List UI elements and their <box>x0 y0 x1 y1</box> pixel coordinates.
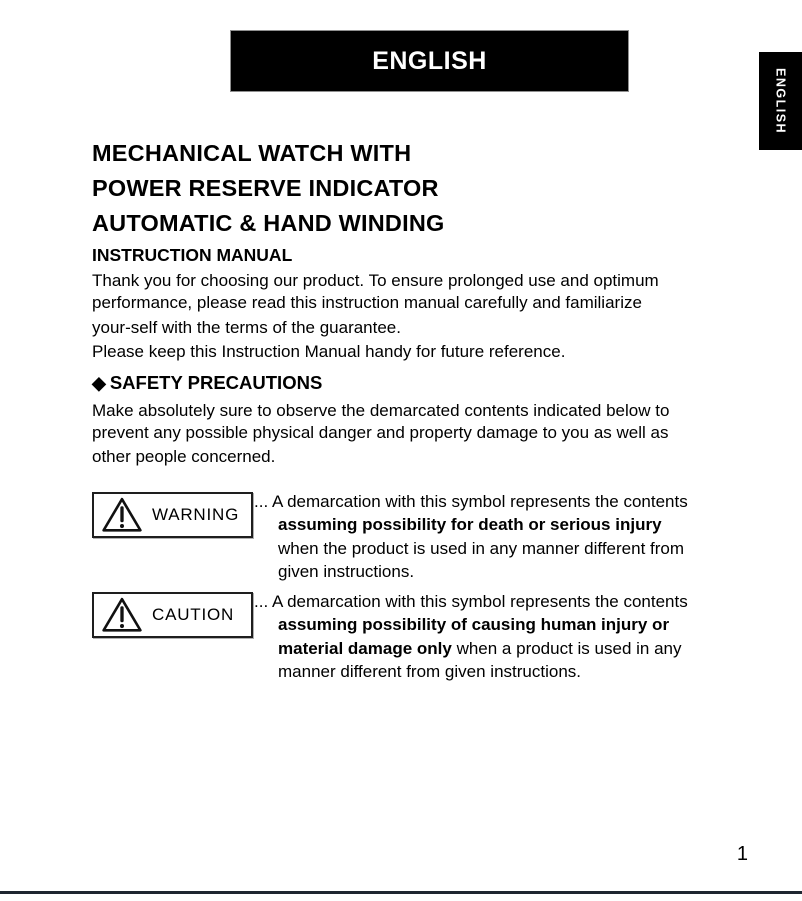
paragraph-line: other people concerned. <box>92 447 276 467</box>
notice-line-text: when a product is used in any <box>451 638 682 658</box>
page-title-line: MECHANICAL WATCH WITH <box>92 140 412 166</box>
notice-line: assuming possibility of causing human injury or <box>278 615 670 635</box>
paragraph-line: prevent any possible physical danger and property damage to you as well as <box>92 423 669 443</box>
safety-paragraph <box>92 400 782 469</box>
caution-label: CAUTION <box>152 604 235 624</box>
notice-line-bold-text: material damage only <box>278 638 452 658</box>
language-banner-label: ENGLISH <box>372 46 487 75</box>
warning-notice-row <box>92 492 782 584</box>
warning-triangle-icon <box>101 496 143 533</box>
page-number: 1 <box>736 843 748 865</box>
safety-precautions-heading <box>92 371 782 395</box>
ellipsis-prefix: ... <box>254 491 272 511</box>
page-title-line: AUTOMATIC & HAND WINDING <box>92 210 445 236</box>
page-title-line: POWER RESERVE INDICATOR <box>92 175 439 201</box>
warning-box <box>92 492 253 538</box>
language-side-tab-label: ENGLISH <box>773 67 788 135</box>
caution-box <box>92 592 253 638</box>
notice-line <box>254 490 688 514</box>
caution-text <box>254 590 688 684</box>
notice-line: given instructions. <box>278 562 415 582</box>
language-banner <box>230 30 629 92</box>
page-title <box>92 136 782 241</box>
notice-line <box>278 637 688 661</box>
diamond-icon: ◆ <box>92 372 106 393</box>
warning-label: WARNING <box>152 504 240 524</box>
instruction-manual-heading: INSTRUCTION MANUAL <box>92 245 293 265</box>
paragraph-line: performance, please read this instruction manual carefully and familiarize <box>92 293 642 313</box>
notice-line: manner different from given instructions. <box>278 662 581 682</box>
paragraph-line: Make absolutely sure to observe the demarcated contents indicated below to <box>92 400 670 420</box>
paragraph-line: Please keep this Instruction Manual handy for future reference. <box>92 342 566 362</box>
notice-line-text: A demarcation with this symbol represents the contents <box>271 591 688 611</box>
caution-notice-row <box>92 592 782 684</box>
warning-text <box>254 490 688 584</box>
bottom-rule <box>0 891 802 894</box>
caution-triangle-icon <box>101 596 143 633</box>
page-content <box>92 136 782 684</box>
ellipsis-prefix: ... <box>254 591 272 611</box>
intro-paragraph <box>92 270 782 364</box>
paragraph-line: Thank you for choosing our product. To ensure prolonged use and optimum <box>92 271 659 290</box>
notice-line-text: A demarcation with this symbol represents the contents <box>271 491 688 511</box>
paragraph-line: your-self with the terms of the guarantee. <box>92 317 401 337</box>
notice-line: when the product is used in any manner different from <box>278 538 685 558</box>
safety-precautions-heading-label: SAFETY PRECAUTIONS <box>109 371 323 393</box>
notice-line <box>254 590 688 614</box>
notice-line: assuming possibility for death or serious injury <box>278 515 662 535</box>
